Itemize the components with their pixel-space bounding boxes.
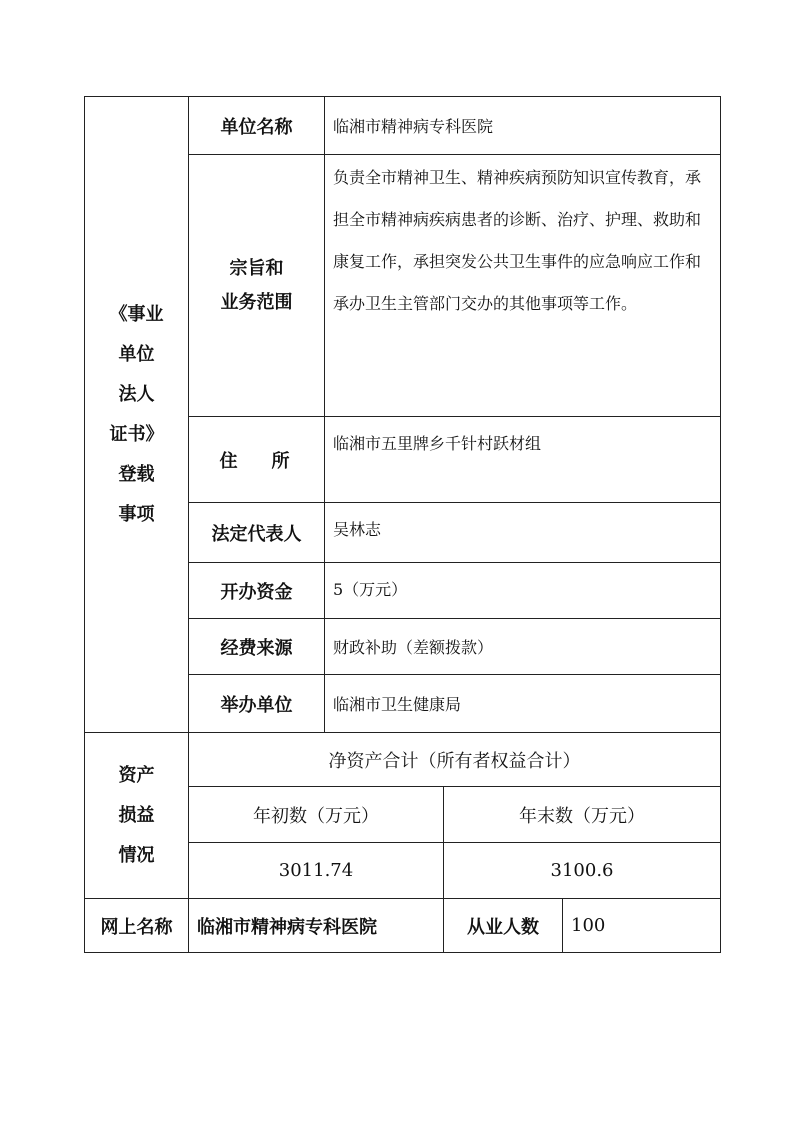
online-name-label: 网上名称 [85,899,189,953]
legal-rep-value: 吴林志 [325,503,721,563]
section-line: 登载 [118,463,155,485]
section-line: 事项 [118,503,155,525]
section-line: 证书》 [109,423,164,445]
begin-of-year-label: 年初数（万元） [189,787,444,843]
scope-label-line: 业务范围 [220,291,293,313]
end-of-year-value: 3100.6 [444,843,721,899]
assets-section-line: 资产 [118,764,155,786]
assets-section-line: 情况 [118,844,155,866]
registration-form [84,96,721,953]
staff-count-label: 从业人数 [444,899,563,953]
staff-count-value: 100 [563,899,721,953]
address-value: 临湘市五里牌乡千针村跃材组 [325,417,721,503]
address-label [189,417,325,503]
net-assets-header: 净资产合计（所有者权益合计） [189,733,721,787]
section-line: 单位 [118,343,155,365]
legal-rep-label: 法定代表人 [189,503,325,563]
scope-label [189,155,325,417]
assets-section-line: 损益 [118,804,155,826]
begin-of-year-value: 3011.74 [189,843,444,899]
section-line: 《事业 [109,303,164,325]
address-label-text: 住所 [219,450,324,472]
unit-name-label: 单位名称 [189,97,325,155]
sponsor-value: 临湘市卫生健康局 [325,675,721,733]
funding-label: 经费来源 [189,619,325,675]
sponsor-label: 举办单位 [189,675,325,733]
scope-value: 负责全市精神卫生、精神疾病预防知识宣传教育，承担全市精神病疾病患者的诊断、治疗、护理、救助和康复工作，承担突发公共卫生事件的应急响应工作和承办卫生主管部门交办的其他事项等工作。 [325,155,721,417]
unit-name-value: 临湘市精神病专科医院 [325,97,721,155]
funding-value: 财政补助（差额拨款） [325,619,721,675]
online-name-value: 临湘市精神病专科医院 [189,899,444,953]
capital-value: 5（万元） [325,563,721,619]
scope-label-line: 宗旨和 [229,257,284,279]
capital-label: 开办资金 [189,563,325,619]
section-line: 法人 [118,383,155,405]
end-of-year-label: 年末数（万元） [444,787,721,843]
registration-section-label [85,97,189,733]
assets-section-label [85,733,189,899]
